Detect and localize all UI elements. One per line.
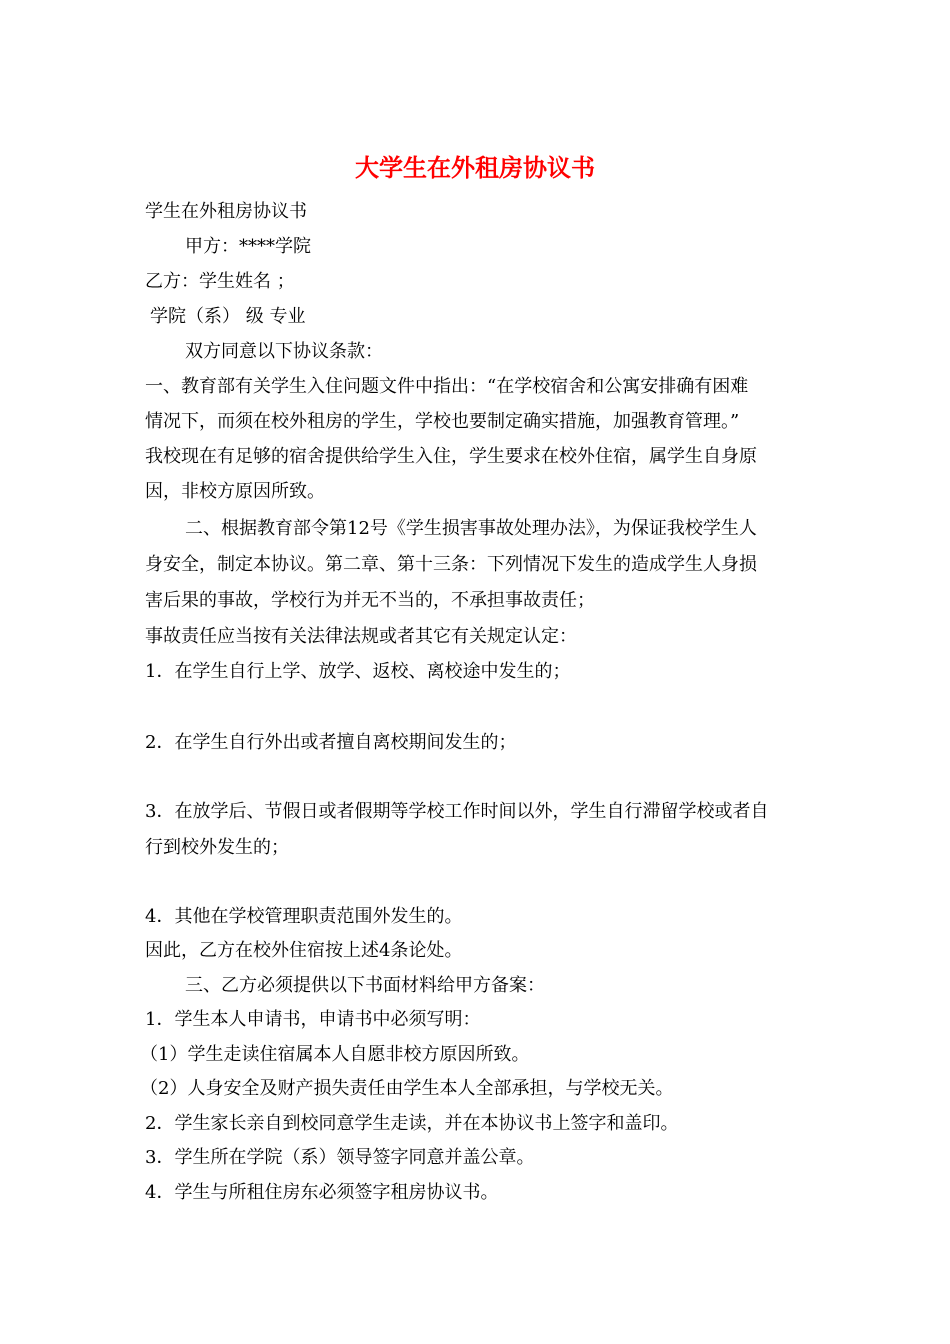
text-line: 我校现在有足够的宿舍提供给学生入住，学生要求在校外住宿，属学生自身原 xyxy=(145,446,757,467)
text-line: 3．学生所在学院（系）领导签字同意并盖公章。 xyxy=(145,1147,535,1168)
text-line: 乙方：学生姓名 ； xyxy=(145,271,295,292)
text-line: 2．学生家长亲自到校同意学生走读，并在本协议书上签字和盖印。 xyxy=(145,1113,679,1134)
text-line: 一、教育部有关学生入住问题文件中指出：“在学校宿舍和公寓安排确有困难 xyxy=(145,376,749,397)
text-line: 行到校外发生的； xyxy=(145,837,289,858)
text-line: （1）学生走读住宿属本人自愿非校方原因所致。 xyxy=(140,1044,530,1065)
text-line: 甲方：****学院 xyxy=(185,236,311,257)
text-line: 害后果的事故，学校行为并无不当的，不承担事故责任； xyxy=(145,590,595,611)
text-line: 因此，乙方在校外住宿按上述4条论处。 xyxy=(145,940,463,961)
text-line: （2）人身安全及财产损失责任由学生本人全部承担，与学校无关。 xyxy=(140,1078,674,1099)
text-line: 情况下，而须在校外租房的学生，学校也要制定确实措施，加强教育管理。” xyxy=(145,411,740,432)
text-line: 3．在放学后、节假日或者假期等学校工作时间以外，学生自行滞留学校或者自 xyxy=(145,801,769,822)
text-line: 身安全，制定本协议。第二章、第十三条：下列情况下发生的造成学生人身损 xyxy=(145,554,757,575)
document-title: 大学生在外租房协议书 xyxy=(355,153,595,182)
text-line: 因，非校方原因所致。 xyxy=(145,481,325,502)
text-line: 4．其他在学校管理职责范围外发生的。 xyxy=(145,906,463,927)
text-line: 事故责任应当按有关法律法规或者其它有关规定认定： xyxy=(145,626,577,647)
text-line: 学生在外租房协议书 xyxy=(145,201,307,222)
text-line: 学院（系） 级 专业 xyxy=(150,306,306,327)
text-line: 三、乙方必须提供以下书面材料给甲方备案： xyxy=(185,975,545,996)
text-line: 1．在学生自行上学、放学、返校、离校途中发生的； xyxy=(145,661,571,682)
text-line: 2．在学生自行外出或者擅自离校期间发生的； xyxy=(145,732,517,753)
text-line: 二、根据教育部令第12号《学生损害事故处理办法》，为保证我校学生人 xyxy=(185,518,757,539)
text-line: 双方同意以下协议条款： xyxy=(185,341,383,362)
text-line: 1．学生本人申请书，申请书中必须写明： xyxy=(145,1009,481,1030)
text-line: 4．学生与所租住房东必须签字租房协议书。 xyxy=(145,1182,499,1203)
